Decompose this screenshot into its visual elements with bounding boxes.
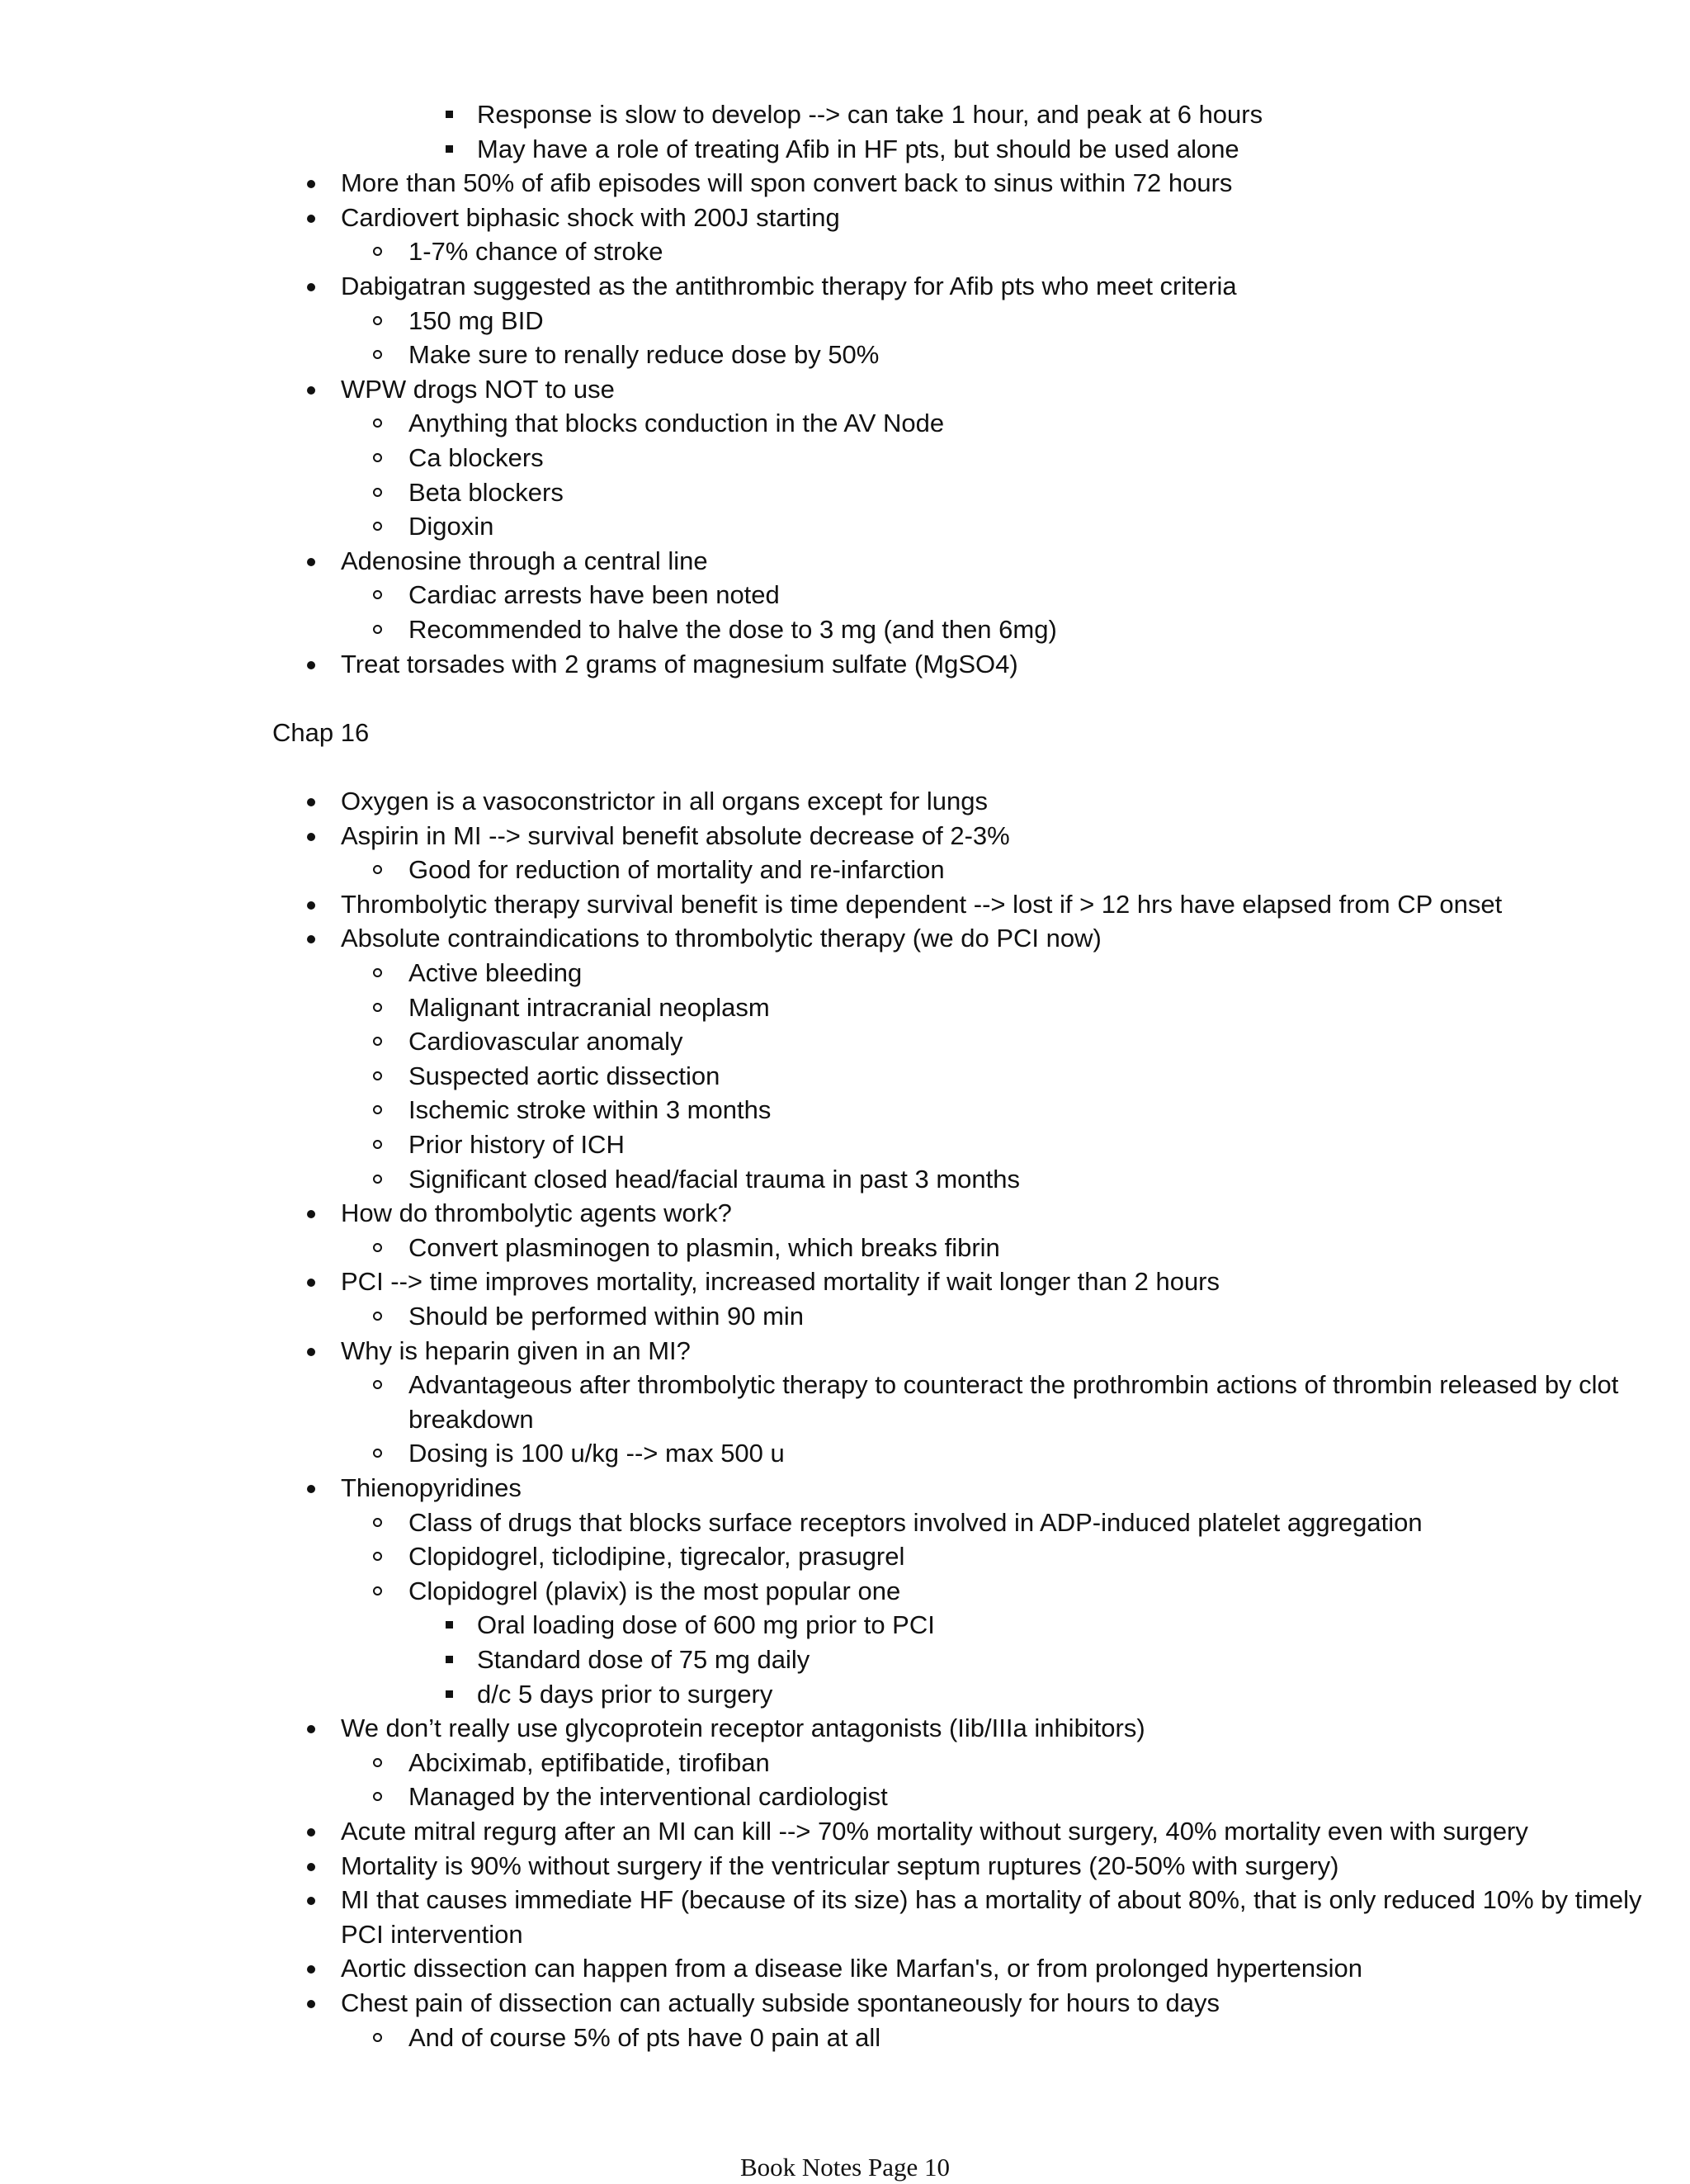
- item-text: Absolute contraindications to thrombolytic therapy (we do PCI now): [341, 924, 1102, 953]
- item-text: Suspected aortic dissection: [408, 1061, 720, 1090]
- item-text: Cardiovascular anomaly: [408, 1027, 683, 1057]
- item-text: 150 mg BID: [408, 305, 544, 335]
- item-text: Anything that blocks conduction in the AV Node: [408, 409, 945, 438]
- item-text: Abciximab, eptifibatide, tirofiban: [408, 1747, 770, 1777]
- item-text: WPW drogs NOT to use: [341, 374, 615, 404]
- item-text: Cardiovert biphasic shock with 200J starting: [341, 202, 840, 232]
- item-text: Advantageous after thrombolytic therapy to counteract the prothrombin actions of thrombin released by clot: [408, 1370, 1619, 1400]
- item-text: How do thrombolytic agents work?: [341, 1198, 732, 1228]
- item-text: Acute mitral regurg after an MI can kill --> 70% mortality without surgery, 40% mortality even with surgery: [341, 1817, 1528, 1846]
- item-text: Make sure to renally reduce dose by 50%: [408, 340, 880, 370]
- item-text: And of course 5% of pts have 0 pain at all: [408, 2022, 881, 2052]
- item-text: Ischemic stroke within 3 months: [408, 1095, 772, 1125]
- item-text: Digoxin: [408, 512, 494, 541]
- item-text: Significant closed head/facial trauma in past 3 months: [408, 1164, 1020, 1194]
- item-text: Cardiac arrests have been noted: [408, 580, 780, 610]
- item-text: Class of drugs that blocks surface receptors involved in ADP-induced platelet aggregation: [408, 1507, 1423, 1537]
- item-text: Convert plasminogen to plasmin, which breaks fibrin: [408, 1232, 1000, 1262]
- item-text: Standard dose of 75 mg daily: [477, 1645, 810, 1674]
- item-text: Recommended to halve the dose to 3 mg (and then 6mg): [408, 615, 1057, 644]
- page-footer: Book Notes Page 10: [739, 2153, 950, 2182]
- item-text: Treat torsades with 2 grams of magnesium sulfate (MgSO4): [341, 649, 1018, 678]
- item-text: Clopidogrel, ticlodipine, tigrecalor, prasugrel: [408, 1542, 905, 1572]
- item-text: Aortic dissection can happen from a disease like Marfan's, or from prolonged hypertension: [341, 1954, 1362, 1983]
- item-text: May have a role of treating Afib in HF pts, but should be used alone: [477, 134, 1239, 163]
- item-text: Ca blockers: [408, 443, 544, 472]
- item-text: PCI --> time improves mortality, increased mortality if wait longer than 2 hours: [341, 1267, 1220, 1297]
- item-text: We don’t really use glycoprotein receptor antagonists (Iib/IIIa inhibitors): [341, 1714, 1145, 1743]
- item-text: Clopidogrel (plavix) is the most popular one: [408, 1576, 901, 1605]
- item-text: Why is heparin given in an MI?: [341, 1335, 691, 1365]
- item-text: Mortality is 90% without surgery if the ventricular septum ruptures (20-50% with surgery): [341, 1851, 1339, 1880]
- item-text: Response is slow to develop --> can take 1 hour, and peak at 6 hours: [477, 100, 1263, 129]
- item-text: Good for reduction of mortality and re-infarction: [408, 855, 945, 885]
- item-text: MI that causes immediate HF (because of its size) has a mortality of about 80%, that is only reduced 10% by timely: [341, 1885, 1642, 1915]
- item-text: Managed by the interventional cardiologist: [408, 1782, 888, 1812]
- item-text: Adenosine through a central line: [341, 546, 708, 575]
- item-text: Prior history of ICH: [408, 1130, 625, 1159]
- item-text: Should be performed within 90 min: [408, 1302, 805, 1331]
- item-text: More than 50% of afib episodes will spon convert back to sinus within 72 hours: [341, 168, 1233, 198]
- item-text: breakdown: [408, 1404, 534, 1434]
- item-text: Malignant intracranial neoplasm: [408, 992, 770, 1022]
- item-text: 1-7% chance of stroke: [408, 237, 663, 267]
- item-text: Active bleeding: [408, 958, 583, 987]
- item-text: Oxygen is a vasoconstrictor in all organs except for lungs: [341, 787, 988, 815]
- item-text: Dabigatran suggested as the antithrombic therapy for Afib pts who meet criteria: [341, 272, 1237, 300]
- item-text: Oral loading dose of 600 mg prior to PCI: [477, 1610, 935, 1640]
- item-text: PCI intervention: [341, 1919, 523, 1949]
- item-text: Aspirin in MI --> survival benefit absolute decrease of 2-3%: [341, 820, 1010, 850]
- item-text: Thrombolytic therapy survival benefit is time dependent --> lost if > 12 hrs have elapsed from CP onset: [341, 889, 1503, 919]
- item-text: Beta blockers: [408, 477, 564, 507]
- item-text: Dosing is 100 u/kg --> max 500 u: [408, 1439, 785, 1468]
- item-text: Chest pain of dissection can actually subside spontaneously for hours to days: [341, 1988, 1220, 2017]
- item-text: d/c 5 days prior to surgery: [477, 1679, 773, 1709]
- item-text: Thienopyridines: [341, 1473, 522, 1502]
- item-text: Chap 16: [272, 717, 370, 747]
